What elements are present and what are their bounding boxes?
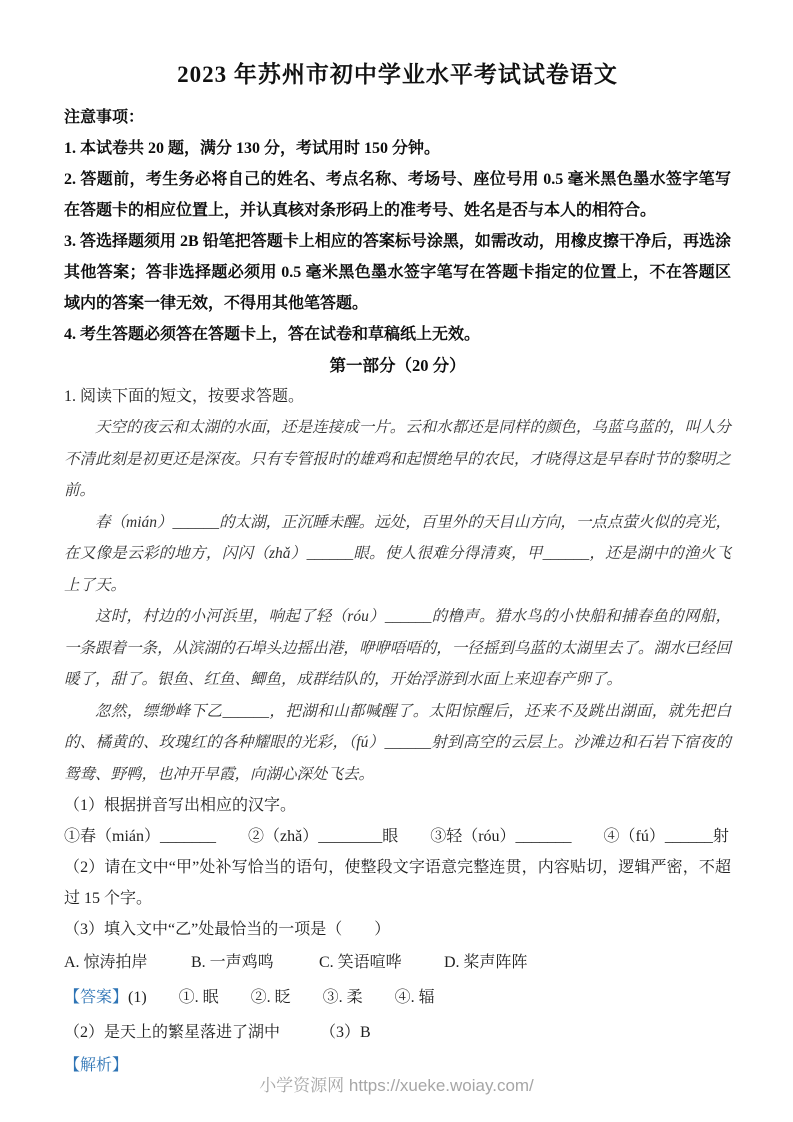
notice-section [64, 102, 731, 350]
choice-b: B. 一声鸡鸣 [191, 954, 274, 971]
choices-row [64, 947, 731, 978]
passage-paragraph-3: 这时，村边的小河浜里，响起了轻（róu）______的橹声。猎水鸟的小快船和捕春鱼的网船，一条跟着一条，从滨湖的石埠头边摇出港，咿咿唔唔的，一径摇到乌蓝的太湖里去了。湖水已经回暖了，甜了。银鱼、红鱼、鲫鱼，成群结队的，开始浮游到水面上来迎春产卵了。 [64, 608, 731, 688]
notice-item-4: 4. 考生答题必须答在答题卡上，答在试卷和草稿纸上无效。 [64, 326, 481, 343]
page-title: 2023 年苏州市初中学业水平考试试卷语文 [177, 62, 618, 87]
footer [0, 1071, 793, 1096]
sub-question-1: （1）根据拼音写出相应的汉字。 [64, 797, 297, 814]
question-1-stem: 1. 阅读下面的短文，按要求答题。 [64, 388, 305, 405]
answer-line-2: （2）是天上的繁星落进了湖中 （3）B [64, 1024, 371, 1041]
choice-d: D. 桨声阵阵 [444, 954, 528, 971]
answer-label: 【答案】 [64, 989, 129, 1006]
passage-paragraph-4: 忽然，缥缈峰下乙______，把湖和山都喊醒了。太阳惊醒后，还来不及跳出湖面，就先把白的、橘黄的、玫瑰红的各种耀眼的光彩，（fú）______射到高空的云层上。沙滩边和石岩下宿夜的鸳鸯、野鸭，也冲开早霞，向湖心深处飞去。 [64, 702, 731, 783]
sub-question-1-items: ①春（mián）_______ ②（zhǎ）________眼 ③轻（róu）_______ ④（fú）______射 [64, 828, 729, 845]
choice-c: C. 笑语喧哗 [319, 954, 402, 971]
passage-paragraph-1: 天空的夜云和太湖的水面，还是连接成一片。云和水都还是同样的颜色，乌蓝乌蓝的，叫人分不清此刻是初更还是深夜。只有专管报时的雄鸡和起惯绝早的农民，才晓得这是早春时节的黎明之前。 [64, 419, 731, 499]
sub-question-2: （2）请在文中“甲”处补写恰当的语句，使整段文字语意完整连贯，内容贴切，逻辑严密，不超过 15 个字。 [64, 859, 731, 907]
sub-question-3: （3）填入文中“乙”处最恰当的一项是（ ） [64, 921, 391, 938]
footer-site-link[interactable]: 小学资源网 https://xueke.woiay.com/ [259, 1076, 534, 1095]
analysis-label: 【解析】 [64, 1057, 129, 1074]
notice-heading: 注意事项： [64, 109, 145, 126]
passage-paragraph-2: 春（mián）______的太湖，正沉睡未醒。远处，百里外的天目山方向，一点点萤火似的亮光，在又像是云彩的地方，闪闪（zhǎ）______眼。使人很难分得清爽，甲______，还是湖中的渔火飞上了天。 [64, 513, 731, 594]
answer-section [64, 982, 731, 1048]
notice-item-1: 1. 本试卷共 20 题，满分 130 分，考试用时 150 分钟。 [64, 140, 441, 157]
notice-item-3: 3. 答选择题须用 2B 铅笔把答题卡上相应的答案标号涂黑，如需改动，用橡皮擦干净后，再选涂其他答案；答非选择题必须用 0.5 毫米黑色墨水签字笔写在答题卡指定的位置上，不在答题区域内的答案一律无效，不得用其他笔答题。 [64, 233, 731, 312]
answer-line-1: (1) ①. 眠 ②. 眨 ③. 柔 ④. 辐 [128, 989, 435, 1006]
notice-item-2: 2. 答题前，考生务必将自己的姓名、考点名称、考场号、座位号用 0.5 毫米黑色墨水签字笔写在答题卡的相应位置上，并认真核对条形码上的准考号、姓名是否与本人的相符合。 [64, 171, 731, 219]
question-1 [64, 381, 731, 978]
choice-a: A. 惊涛拍岸 [64, 954, 148, 971]
section-one-heading: 第一部分（20 分） [329, 356, 466, 375]
